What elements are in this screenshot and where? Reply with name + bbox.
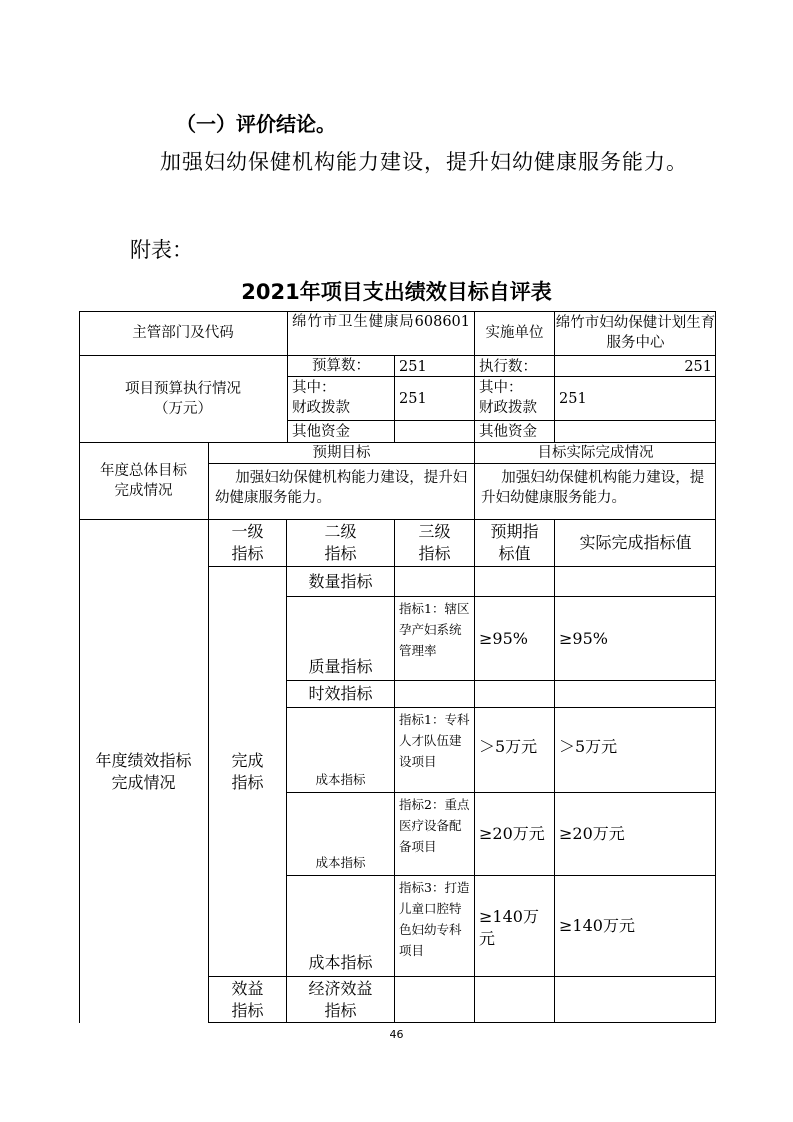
level3-indicator: 指标3：打造儿童口腔特色妇幼专科项目 [395,876,475,977]
impl-label: 实施单位 [475,311,555,356]
dept-label: 主管部门及代码 [79,311,288,356]
expected-empty [475,681,555,708]
actual-goal-label: 目标实际完成情况 [475,443,716,464]
actual-goal-text: 加强妇幼保健机构能力建设，提升妇幼健康服务能力。 [475,464,716,520]
actual-value: ≥140万元 [555,876,716,977]
page-number: 46 [389,1028,404,1041]
section-heading: （一）评价结论。 [176,112,336,136]
actual-value: ≥20万元 [555,793,716,876]
expected-value: ≥140万元 [475,876,555,977]
budget-label: 项目预算执行情况（万元） [79,356,288,443]
level2-timeliness: 时效指标 [287,681,395,708]
other-funds-exec-value [555,421,716,443]
of-which-fiscal-budget: 其中： 财政拨款 [288,377,395,421]
level2-economic-benefit: 经济效益指标 [287,977,395,1023]
annual-goal-label: 年度总体目标完成情况 [79,443,209,520]
other-funds-exec-label: 其他资金 [475,421,555,443]
appendix-label: 附表： [130,238,193,262]
header-level3: 三级指标 [395,520,475,567]
level2-quantity: 数量指标 [287,567,395,597]
expected-value: ≥95% [475,597,555,681]
level2-cost: 成本指标 [287,708,395,793]
fiscal-budget-value: 251 [395,377,475,421]
dept-value: 绵竹市卫生健康局608601 [288,311,475,356]
level3-empty [395,977,475,1023]
actual-empty [555,567,716,597]
conclusion-paragraph: 加强妇幼保健机构能力建设，提升妇幼健康服务能力。 [160,150,688,174]
actual-value: ＞5万元 [555,708,716,793]
expected-value: ≥20万元 [475,793,555,876]
budget-amount-value: 251 [395,356,475,377]
header-level2: 二级指标 [287,520,395,567]
table-title: 2021年项目支出绩效目标自评表 [241,280,552,304]
exec-amount-value: 251 [555,356,716,377]
benefit-label: 效益指标 [209,977,287,1023]
header-actual: 实际完成指标值 [555,520,716,567]
actual-value: ≥95% [555,597,716,681]
header-expected: 预期指标值 [475,520,555,567]
exec-amount-label: 执行数： [475,356,555,377]
actual-empty [555,977,716,1023]
level3-indicator: 指标2：重点医疗设备配备项目 [395,793,475,876]
expected-empty [475,977,555,1023]
level3-empty [395,567,475,597]
expected-goal-text: 加强妇幼保健机构能力建设，提升妇幼健康服务能力。 [209,464,475,520]
expected-empty [475,567,555,597]
perf-label: 年度绩效指标完成情况 [79,520,209,1023]
level2-cost: 成本指标 [287,793,395,876]
of-which-fiscal-exec: 其中： 财政拨款 [475,377,555,421]
fiscal-exec-value: 251 [555,377,716,421]
completion-label: 完成指标 [209,567,287,977]
impl-value: 绵竹市妇幼保健计划生育服务中心 [555,311,716,356]
header-level1: 一级指标 [209,520,287,567]
level2-cost: 成本指标 [287,876,395,977]
level3-indicator: 指标1：专科人才队伍建设项目 [395,708,475,793]
other-funds-budget-value [395,421,475,443]
expected-value: ＞5万元 [475,708,555,793]
level3-empty [395,681,475,708]
actual-empty [555,681,716,708]
other-funds-budget-label: 其他资金 [288,421,395,443]
budget-amount-label: 预算数： [288,356,395,377]
level3-indicator: 指标1：辖区孕产妇系统管理率 [395,597,475,681]
level2-quality: 质量指标 [287,597,395,681]
expected-goal-label: 预期目标 [209,443,475,464]
